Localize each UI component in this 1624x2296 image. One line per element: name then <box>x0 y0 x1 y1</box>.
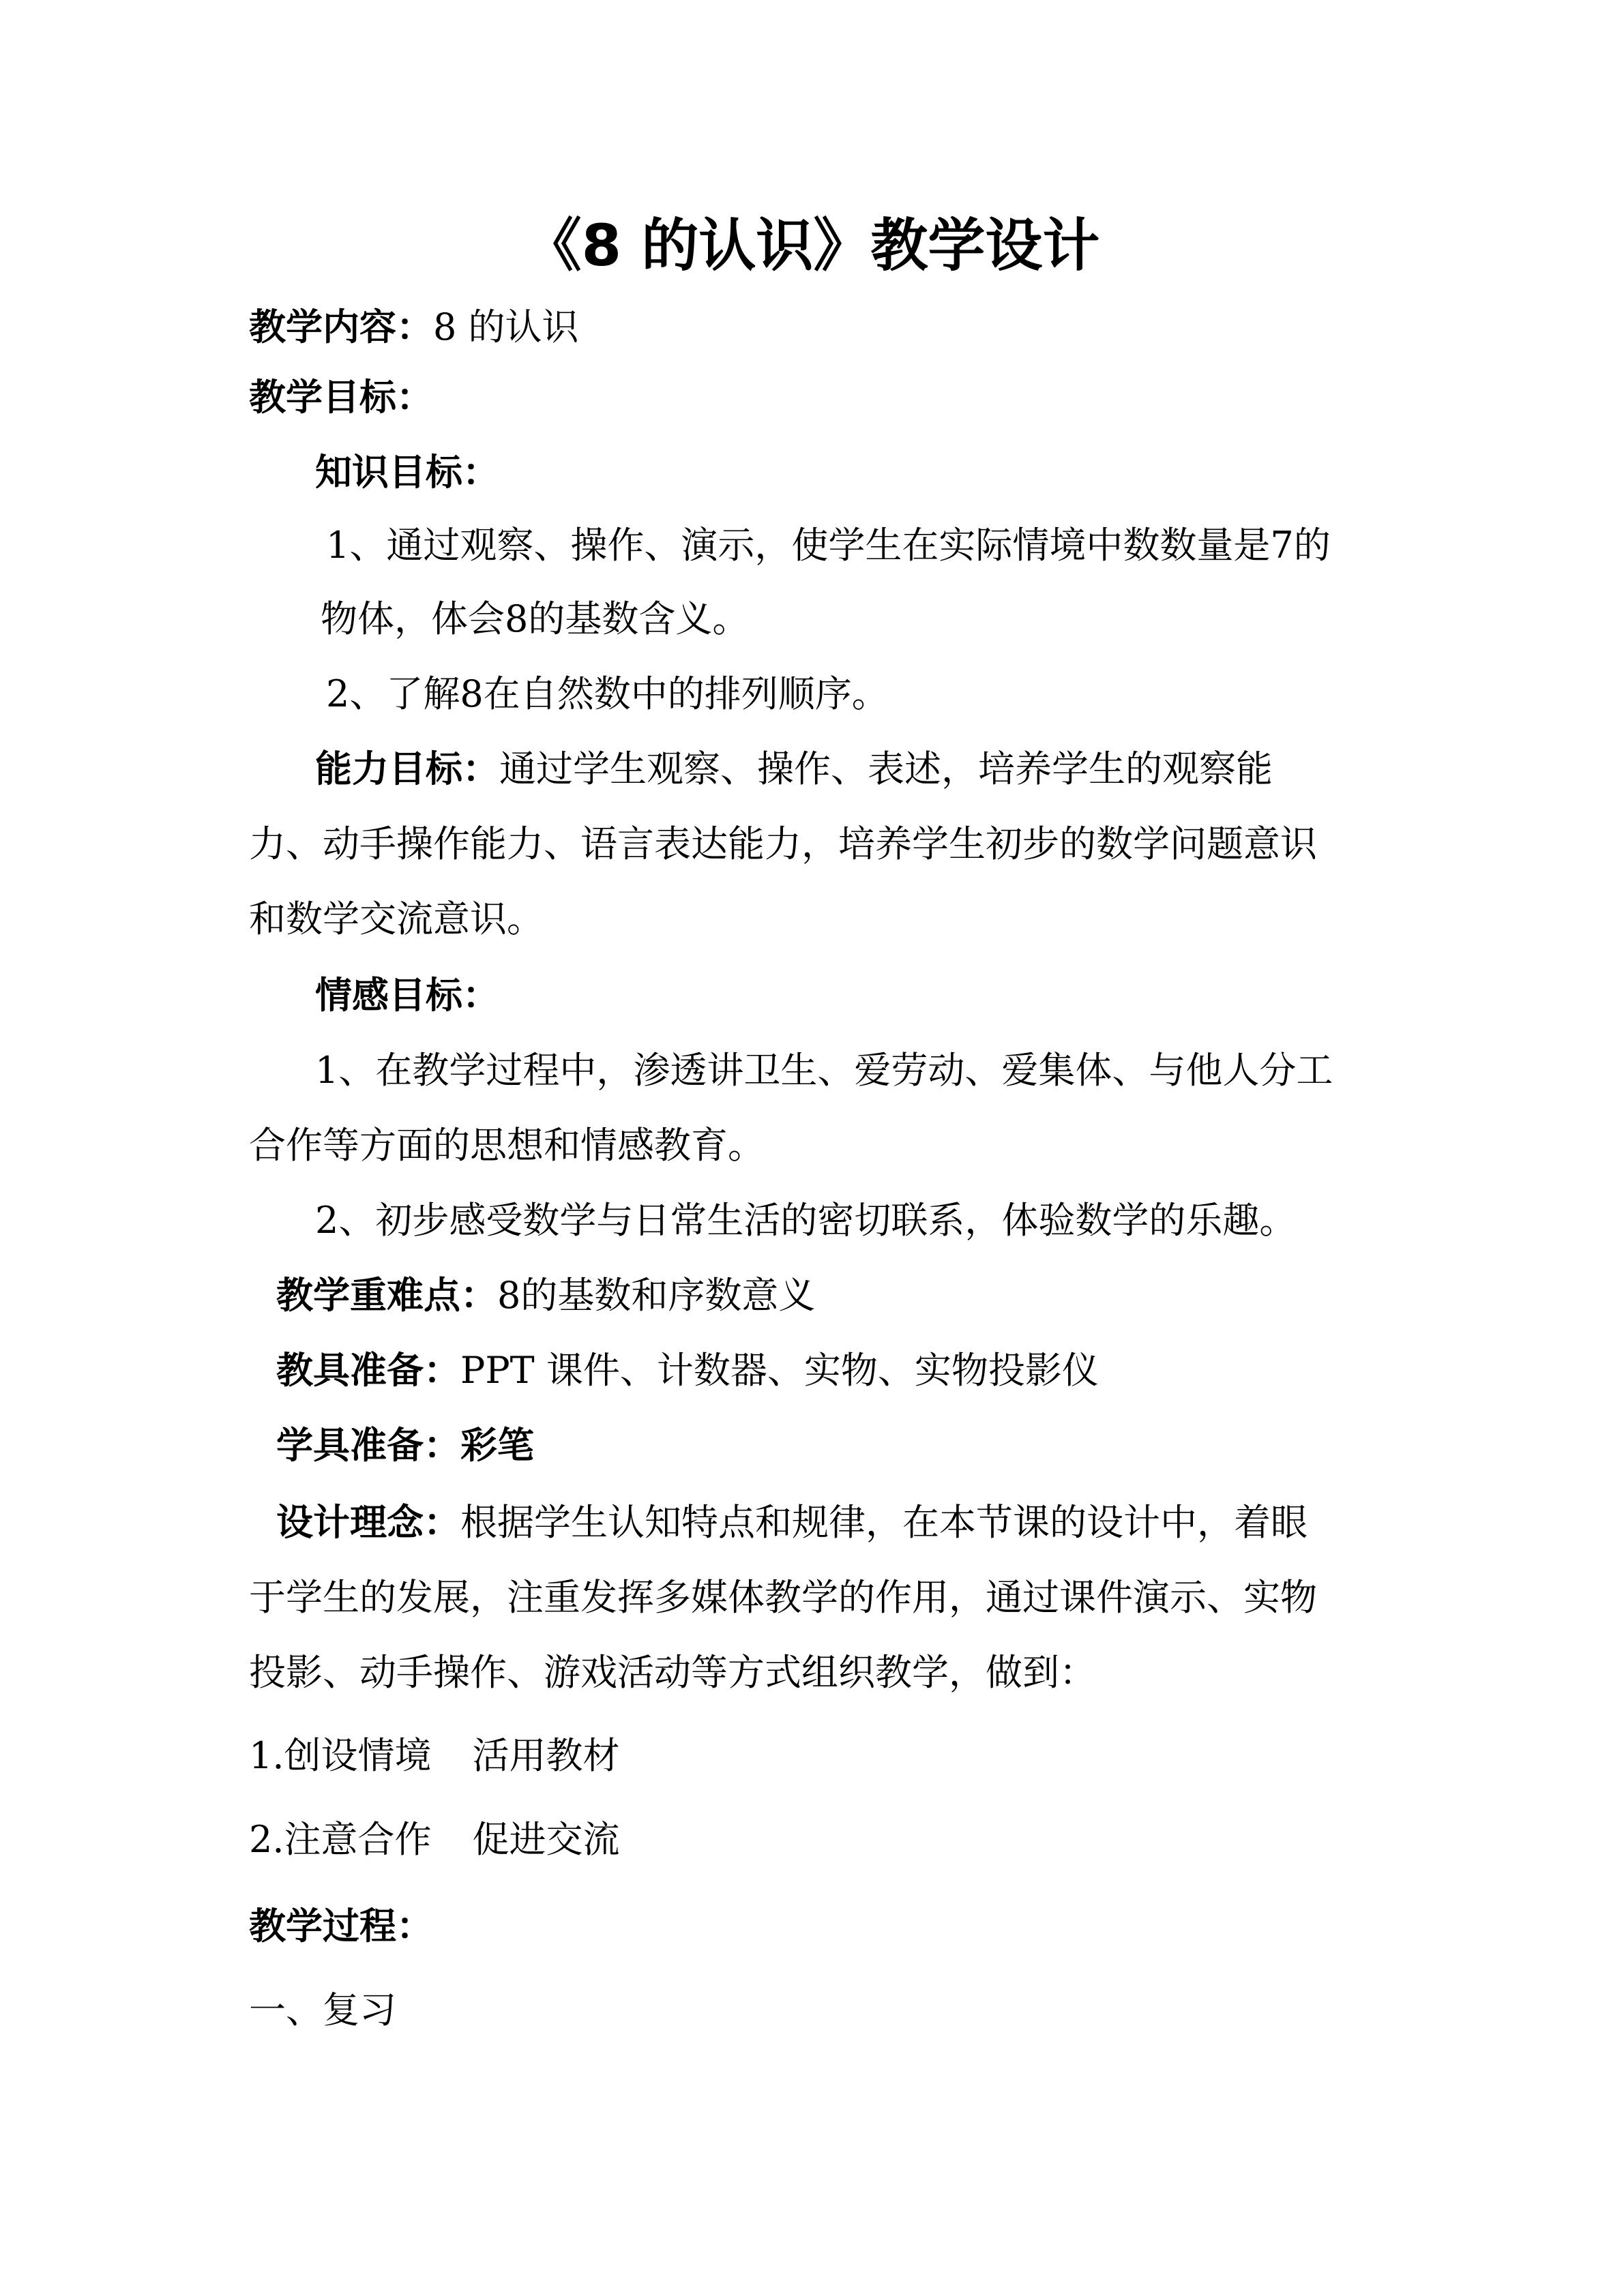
knowledge-item2: 2、了解8在自然数中的排列顺序。 <box>326 672 889 715</box>
key-points-label: 教学重难点： <box>276 1274 497 1317</box>
knowledge-item1-line2: 物体，体会8的基数含义。 <box>321 597 750 640</box>
principle-part-b: 活用教材 <box>472 1734 620 1777</box>
student-tools-label: 学具准备： <box>276 1424 460 1467</box>
process-heading: 教学过程： <box>249 1905 433 1948</box>
teacher-tools-value: PPT 课件、计数器、实物、实物投影仪 <box>460 1349 1099 1392</box>
ability-label: 能力目标： <box>315 747 499 790</box>
emotion-item1-line1: 1、在教学过程中，渗透讲卫生、爱劳动、爱集体、与他人分工 <box>315 1049 1333 1092</box>
ability-line3: 和数学交流意识。 <box>249 897 544 940</box>
emotion-item1-line2: 合作等方面的思想和情感教育。 <box>249 1124 765 1167</box>
principle-part-b: 促进交流 <box>472 1818 620 1861</box>
knowledge-item1-line1: 1、通过观察、操作、演示，使学生在实际情境中数数量是7的 <box>326 524 1331 567</box>
goals-heading: 教学目标： <box>249 376 433 419</box>
student-tools-row <box>276 1422 534 1470</box>
design-line1: 根据学生认知特点和规律，在本节课的设计中，着眼 <box>460 1501 1308 1544</box>
emotion-item2: 2、初步感受数学与日常生活的密切联系，体验数学的乐趣。 <box>315 1199 1297 1242</box>
principle-item <box>249 1732 620 1780</box>
design-line3: 投影、动手操作、游戏活动等方式组织教学，做到： <box>249 1651 1096 1694</box>
design-line2: 于学生的发展，注重发挥多媒体教学的作用，通过课件演示、实物 <box>249 1576 1317 1619</box>
key-points-value: 8的基数和序数意义 <box>497 1274 816 1317</box>
principle-number: 1. <box>249 1734 284 1777</box>
design-row <box>276 1499 1308 1547</box>
key-points-row <box>276 1272 815 1320</box>
teaching-content-label: 教学内容： <box>249 305 433 348</box>
student-tools-value: 彩笔 <box>460 1424 534 1467</box>
teaching-content-row <box>249 303 579 351</box>
teaching-content-value: 8 的认识 <box>433 305 579 348</box>
design-label: 设计理念： <box>276 1501 460 1544</box>
section-review-heading: 一、复习 <box>249 1988 396 2031</box>
principle-number: 2. <box>249 1818 284 1861</box>
emotion-heading: 情感目标： <box>315 974 499 1017</box>
principle-part-a: 注意合作 <box>284 1818 432 1861</box>
teacher-tools-row <box>276 1347 1099 1395</box>
ability-row <box>315 745 1273 793</box>
ability-line2: 力、动手操作能力、语言表达能力，培养学生初步的数学问题意识 <box>249 822 1317 865</box>
principle-item <box>249 1816 620 1864</box>
ability-line1: 通过学生观察、操作、表述，培养学生的观察能 <box>499 747 1273 790</box>
principle-part-a: 创设情境 <box>284 1734 432 1777</box>
knowledge-heading: 知识目标： <box>315 451 499 494</box>
teacher-tools-label: 教具准备： <box>276 1349 460 1392</box>
document-title: 《8 的认识》教学设计 <box>524 212 1100 279</box>
